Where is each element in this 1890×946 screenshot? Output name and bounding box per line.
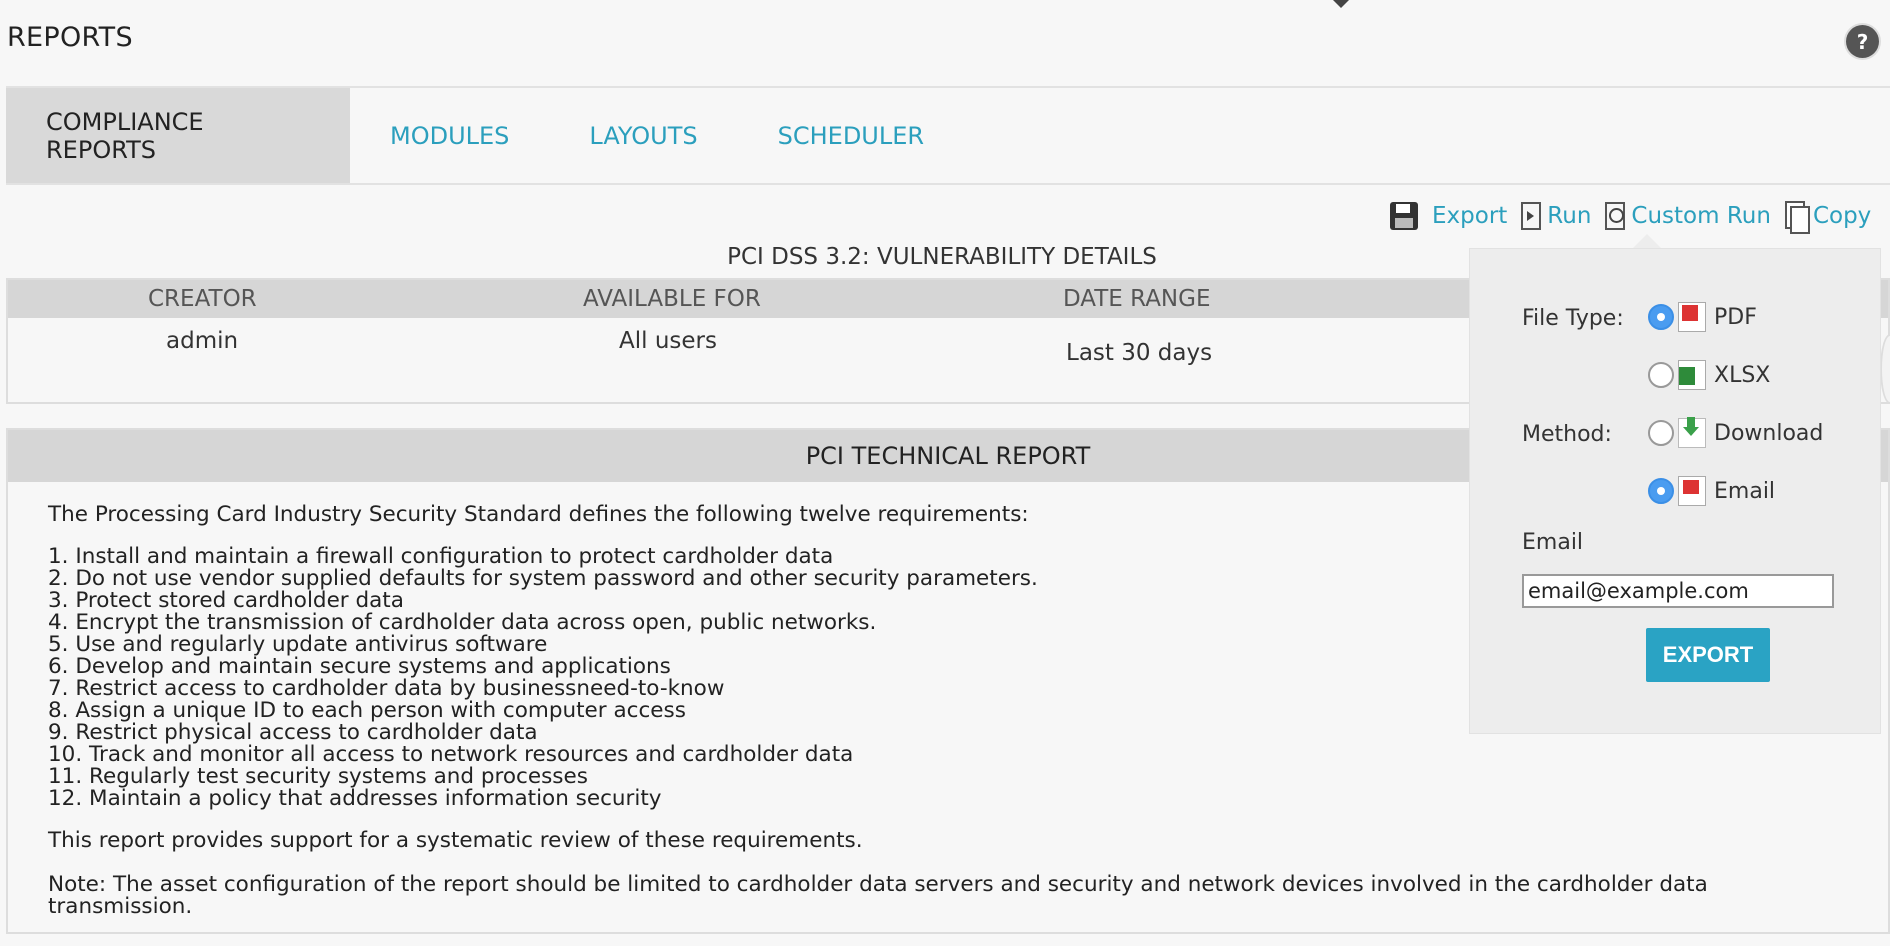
requirement-item: 7. Restrict access to cardholder data by businessneed-to-know (48, 676, 725, 701)
requirement-item: 8. Assign a unique ID to each person with computer access (48, 698, 686, 723)
xlsx-radio[interactable] (1648, 362, 1674, 388)
xlsx-file-icon (1678, 360, 1706, 390)
pdf-radio[interactable] (1648, 304, 1674, 330)
method-label: Method: (1522, 422, 1612, 447)
report-note: Note: The asset configuration of the report should be limited to cardholder data servers and security and network devices involved in the cardholder data transmission. (48, 872, 1708, 919)
copy-label: Copy (1812, 203, 1872, 229)
tab-modules[interactable]: MODULES (390, 121, 510, 150)
pdf-file-icon (1678, 302, 1706, 332)
requirement-item: 5. Use and regularly update antivirus software (48, 632, 548, 657)
available-for-header: AVAILABLE FOR (583, 286, 761, 312)
tab-layouts[interactable]: LAYOUTS (589, 121, 698, 150)
download-label: Download (1714, 420, 1824, 446)
report-outro: This report provides support for a systematic review of these requirements. (48, 828, 863, 853)
file-type-pdf-option[interactable] (1648, 302, 1757, 332)
custom-run-button[interactable] (1605, 202, 1771, 230)
popover-caret-icon (1633, 234, 1661, 248)
run-icon (1521, 202, 1541, 230)
email-field-label: Email (1522, 530, 1584, 555)
requirement-item: 9. Restrict physical access to cardholder data (48, 720, 538, 745)
date-range-value: Last 30 days (1066, 340, 1213, 366)
creator-header: CREATOR (148, 286, 257, 312)
dropdown-caret-icon (1329, 0, 1353, 8)
export-label: Export (1432, 203, 1508, 229)
requirement-item: 12. Maintain a policy that addresses information security (48, 786, 662, 811)
date-range-header: DATE RANGE (1063, 286, 1211, 312)
creator-value: admin (166, 328, 239, 354)
requirement-item: 10. Track and monitor all access to network resources and cardholder data (48, 742, 854, 767)
method-download-option[interactable] (1648, 418, 1823, 448)
page-title: REPORTS (7, 22, 133, 53)
report-tabs (6, 86, 1890, 185)
file-type-label: File Type: (1522, 306, 1624, 331)
pdf-label: PDF (1714, 304, 1757, 330)
email-radio[interactable] (1648, 478, 1674, 504)
report-intro: The Processing Card Industry Security Standard defines the following twelve requirements: (48, 502, 1029, 527)
export-button[interactable] (1390, 202, 1507, 230)
run-label: Run (1547, 203, 1592, 229)
help-icon[interactable]: ? (1846, 25, 1879, 58)
report-title: PCI TECHNICAL REPORT (8, 430, 1888, 482)
popover-export-button[interactable]: EXPORT (1646, 628, 1770, 682)
xlsx-label: XLSX (1714, 362, 1771, 388)
download-radio[interactable] (1648, 420, 1674, 446)
copy-icon (1785, 201, 1807, 231)
report-name: PCI DSS 3.2: VULNERABILITY DETAILS (727, 244, 1157, 270)
download-icon (1678, 418, 1706, 448)
custom-run-label: Custom Run (1631, 203, 1771, 229)
save-icon (1390, 202, 1418, 230)
email-icon (1678, 476, 1706, 506)
clock-icon (1605, 202, 1625, 230)
report-toolbar (1390, 196, 1885, 236)
requirement-item: 4. Encrypt the transmission of cardholder data across open, public networks. (48, 610, 877, 635)
run-button[interactable] (1521, 202, 1591, 230)
requirement-item: 2. Do not use vendor supplied defaults for system password and other security parameters. (48, 566, 1038, 591)
requirement-item: 6. Develop and maintain secure systems and applications (48, 654, 671, 679)
tab-scheduler[interactable]: SCHEDULER (777, 121, 925, 150)
email-method-label: Email (1714, 478, 1776, 504)
available-for-value: All users (619, 328, 717, 354)
file-type-xlsx-option[interactable] (1648, 360, 1770, 390)
requirement-item: 1. Install and maintain a firewall configuration to protect cardholder data (48, 544, 834, 569)
copy-button[interactable] (1785, 201, 1871, 231)
requirement-item: 3. Protect stored cardholder data (48, 588, 404, 613)
tab-compliance-reports[interactable]: COMPLIANCE REPORTS (6, 88, 350, 183)
method-email-option[interactable] (1648, 476, 1775, 506)
email-field[interactable] (1522, 574, 1834, 608)
requirement-item: 11. Regularly test security systems and processes (48, 764, 588, 789)
